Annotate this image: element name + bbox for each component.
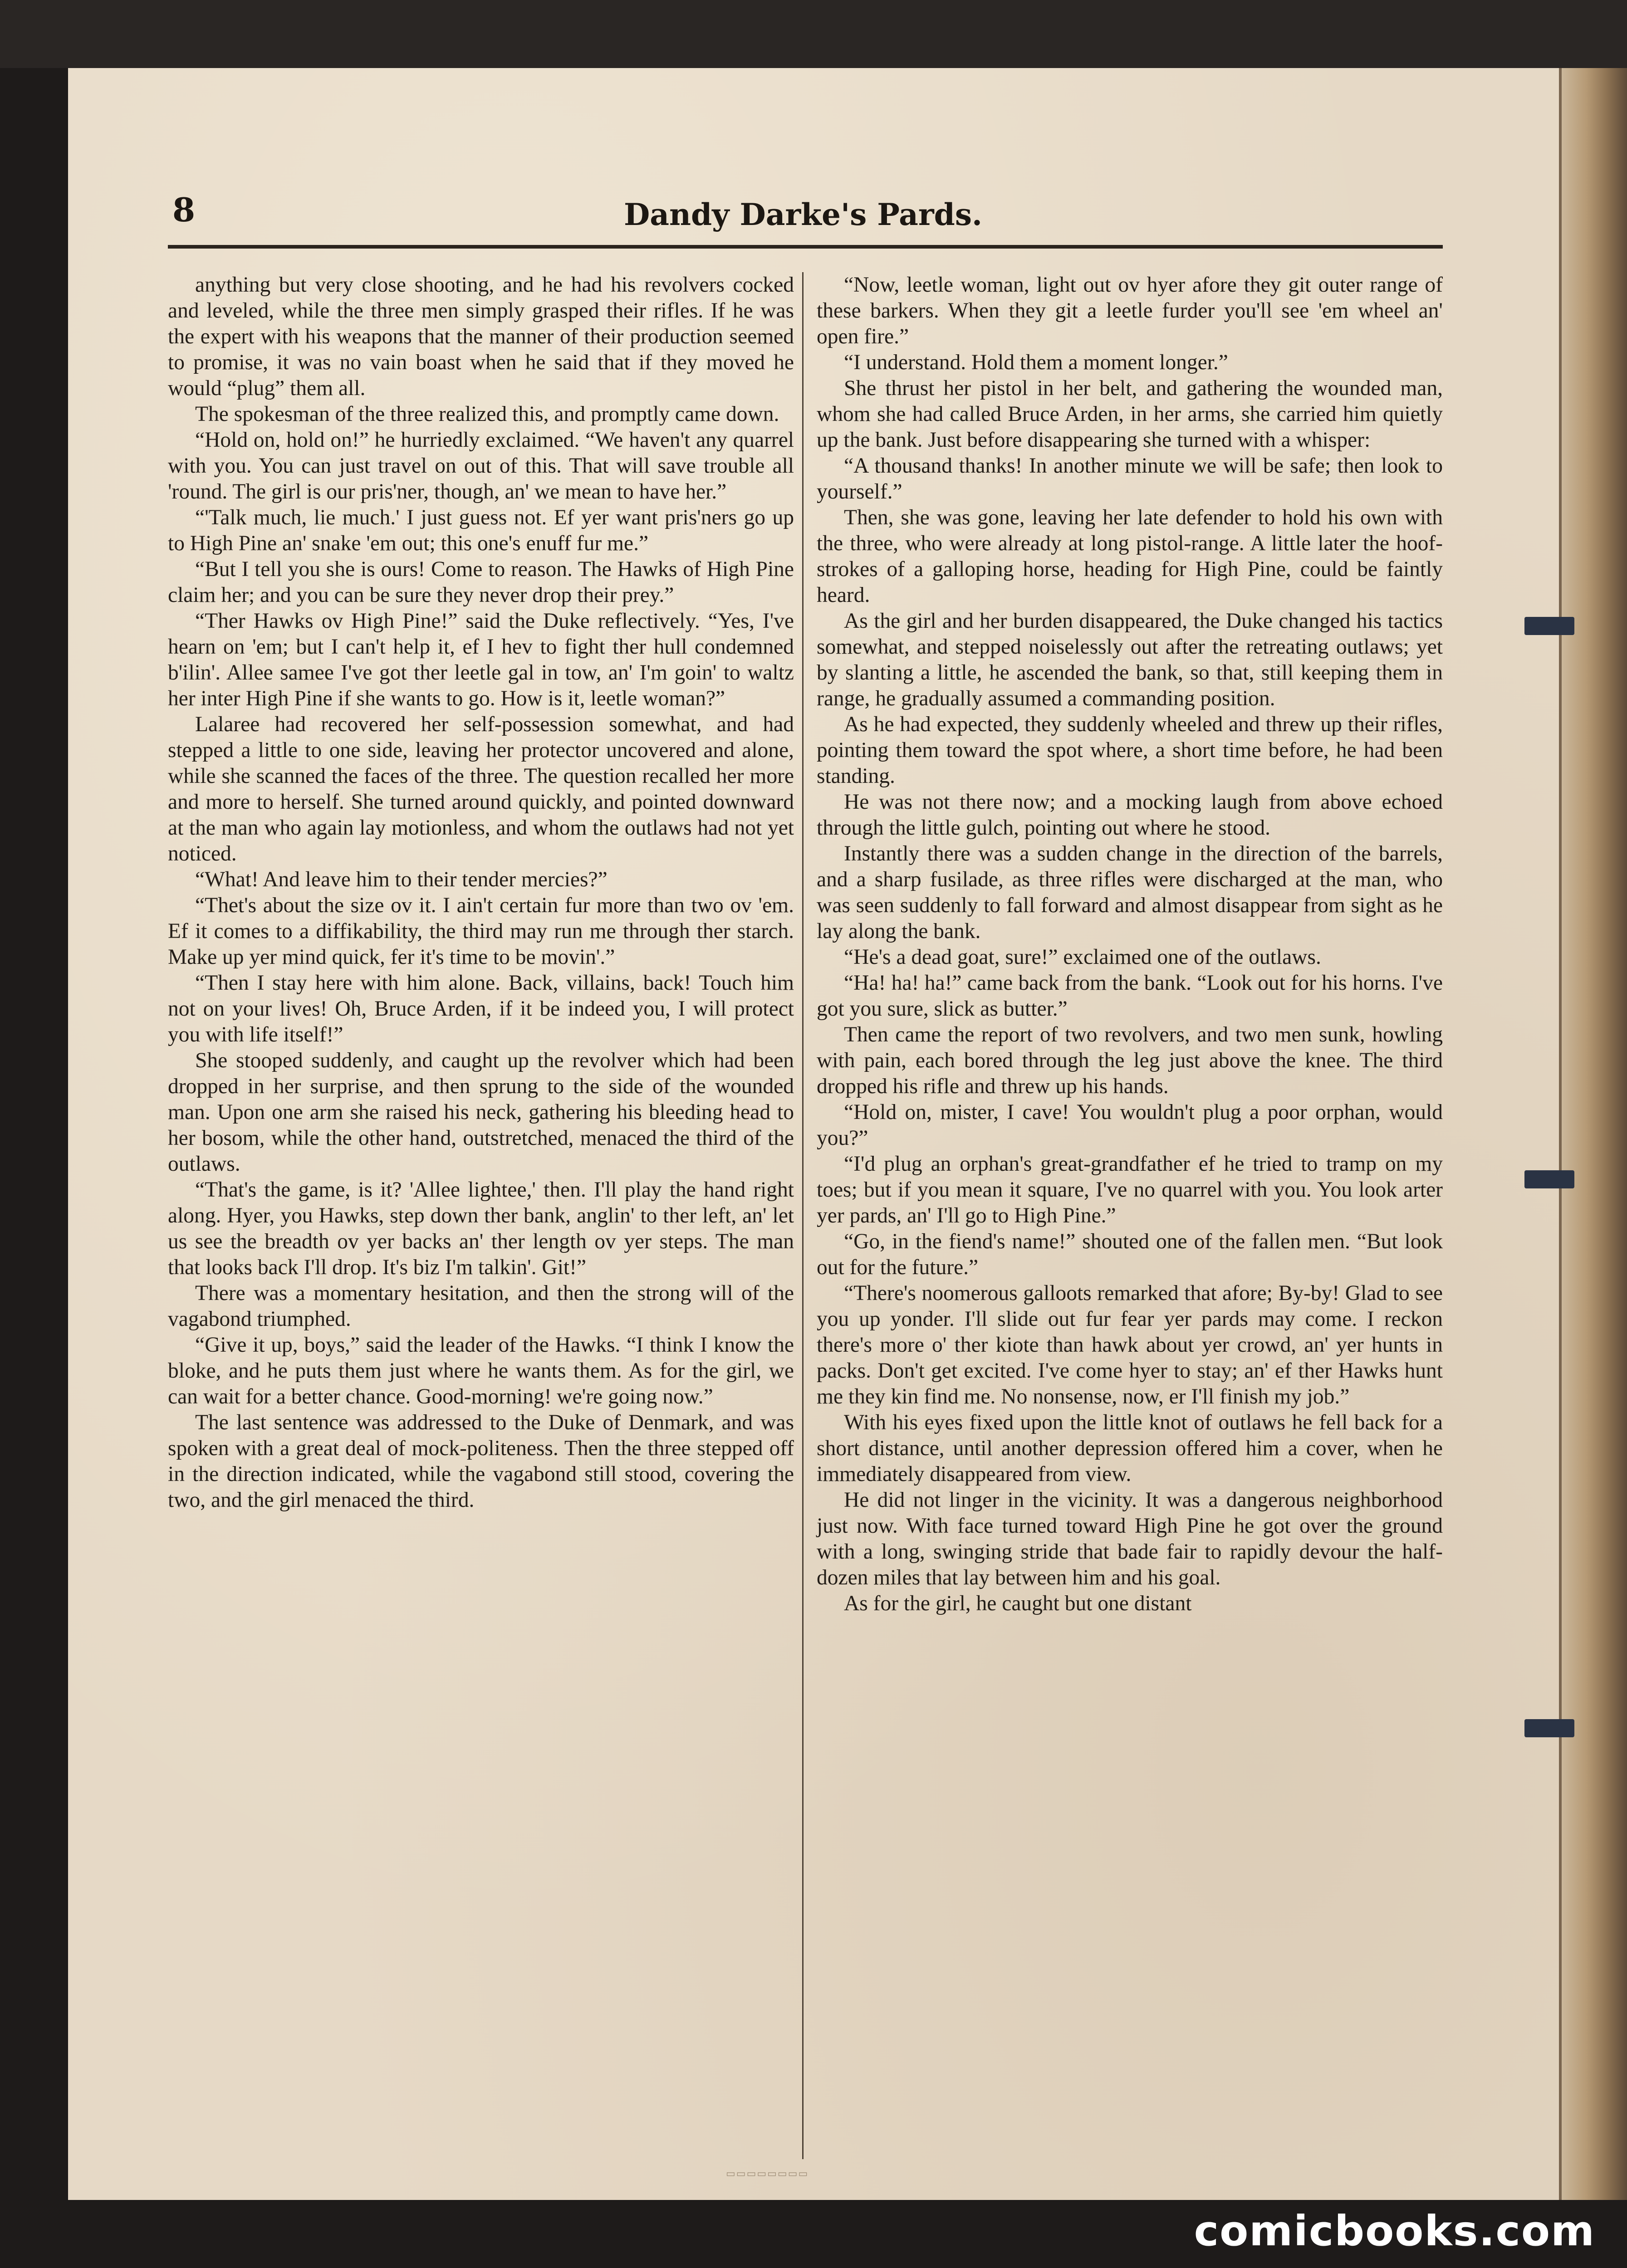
paragraph: “He's a dead goat, sure!” exclaimed one of the outlaws. [844, 945, 1321, 969]
left-text-column [168, 272, 794, 1513]
running-title: Dandy Darke's Pards. [624, 197, 982, 232]
paragraph: “What! And leave him to their tender mercies?” [195, 868, 608, 891]
scan-background [0, 0, 1627, 68]
paragraph: With his eyes fixed upon the little knot of outlaws he fell back for a short distance, until another depression offered him a cover, when he immediately disappeared from view. [817, 1411, 1443, 1486]
paragraph: “Ha! ha! ha!” came back from the bank. “Look out for his horns. I've got you sure, slick as butter.” [817, 971, 1443, 1021]
paragraph: “Give it up, boys,” said the leader of the Hawks. “I think I know the bloke, and he puts them just where he wants them. As for the girl, we can wait for a better chance. Good-morning! we're going now.” [168, 1333, 794, 1408]
paragraph: “But I tell you she is ours! Come to reason. The Hawks of High Pine claim her; and you can be sure they never drop their prey.” [168, 557, 794, 607]
page-spine [1559, 68, 1627, 2200]
paragraph: “'Talk much, lie much.' I just guess not. Ef yer want pris'ners go up to High Pine an' snake 'em out; this one's enuff fur me.” [168, 506, 794, 555]
paragraph: Then, she was gone, leaving her late defender to hold his own with the three, who were already at long pistol-range. A little later the hoof-strokes of a galloping horse, heading for High Pine, could be faintly heard. [817, 506, 1443, 607]
paragraph: He was not there now; and a mocking laugh from above echoed through the little gulch, pointing out where he stood. [817, 790, 1443, 840]
staple-bottom [1524, 1719, 1574, 1737]
paragraph: anything but very close shooting, and he had his revolvers cocked and leveled, while the three men simply grasped their rifles. If he was the expert with his weapons that the manner of their production seemed to promise, it was no vain boast when he said that if they moved he would “plug” them all. [168, 273, 794, 400]
header-rule [168, 245, 1443, 249]
paragraph: “There's noomerous galloots remarked that afore; By-by! Glad to see you up yonder. I'll slide out fur fear yer pards may come. I reckon there's more o' ther kiote than hawk about yer crowd, an' yer hunts in packs. Don't get excited. I've come hyer to stay; an' ef ther Hawks hunt me they kin find me. No nonsense, now, er I'll finish my job.” [817, 1281, 1443, 1408]
paragraph: Instantly there was a sudden change in the direction of the barrels, and a sharp fusilade, as three rifles were discharged at the man, who was seen suddenly to fall forward and almost disappear from sight as he lay along the bank. [817, 842, 1443, 943]
paragraph: Lalaree had recovered her self-possession somewhat, and had stepped a little to one side, leaving her protector uncovered and alone, while she scanned the faces of the three. The question recalled her more and more to herself. She turned around quickly, and pointed downward at the man who again lay motionless, and whom the outlaws had not yet noticed. [168, 713, 794, 865]
paragraph: As the girl and her burden disappeared, the Duke changed his tactics somewhat, and stepped noiselessly out after the retreating outlaws; yet by slanting a little, he ascended the bank, so that, still keeping them in range, he gradually assumed a commanding position. [817, 609, 1443, 710]
library-stamp: ▭▭▭▭▭▭▭▭ [726, 2168, 809, 2180]
staple-middle [1524, 1170, 1574, 1188]
page-header [168, 181, 1438, 231]
paragraph: “A thousand thanks! In another minute we will be safe; then look to yourself.” [817, 454, 1443, 503]
right-text-column [817, 272, 1443, 1617]
paragraph: She thrust her pistol in her belt, and gathering the wounded man, whom she had called Bruce Arden, in her arms, she carried him quietly up the bank. Just before disappearing she turned with a whisper: [817, 376, 1443, 452]
column-divider [802, 272, 804, 2159]
staple-top [1524, 617, 1574, 635]
paragraph: He did not linger in the vicinity. It was a dangerous neighborhood just now. With face turned toward High Pine he got over the ground with a long, swinging stride that bade fair to rapidly devour the half-dozen miles that lay between him and his goal. [817, 1488, 1443, 1589]
spine-fold [1559, 68, 1562, 2200]
paragraph: “I'd plug an orphan's great-grandfather ef he tried to tramp on my toes; but if you mean it square, I've no quarrel with you. You look arter yer pards, an' I'll go to High Pine.” [817, 1152, 1443, 1227]
paragraph: “Hold on, hold on!” he hurriedly exclaimed. “We haven't any quarrel with you. You can just travel on out of this. That will save trouble all 'round. The girl is our pris'ner, though, an' we mean to have her.” [168, 428, 794, 503]
paragraph: “Then I stay here with him alone. Back, villains, back! Touch him not on your lives! Oh, Bruce Arden, if it be indeed you, I will protect you with life itself!” [168, 971, 794, 1046]
paragraph: “Hold on, mister, I cave! You wouldn't plug a poor orphan, would you?” [817, 1100, 1443, 1150]
paragraph: “Ther Hawks ov High Pine!” said the Duke reflectively. “Yes, I've hearn on 'em; but I can't help it, ef I hev to fight ther hull condemned b'ilin'. Allee samee I've got ther leetle gal in tow, an' I'm goin' to waltz her inter High Pine if she wants to go. How is it, leetle woman?” [168, 609, 794, 710]
paragraph: Then came the report of two revolvers, and two men sunk, howling with pain, each bored through the leg just above the knee. The third dropped his rifle and threw up his hands. [817, 1023, 1443, 1098]
paragraph: “That's the game, is it? 'Allee lightee,' then. I'll play the hand right along. Hyer, you Hawks, step down ther bank, anglin' to ther left, an' let us see the breadth ov yer backs an' ther length ov yer steps. The man that looks back I'll drop. It's biz I'm talkin'. Git!” [168, 1178, 794, 1279]
paragraph: “Go, in the fiend's name!” shouted one of the fallen men. “But look out for the future.” [817, 1230, 1443, 1279]
paragraph: “I understand. Hold them a moment longer.” [844, 351, 1228, 374]
paragraph: She stooped suddenly, and caught up the revolver which had been dropped in her surprise, and then sprung to the side of the wounded man. Upon one arm she raised his neck, gathering his bleeding head to her bosom, while the other hand, outstretched, menaced the third of the outlaws. [168, 1049, 794, 1176]
watermark: comicbooks.com [1194, 2207, 1595, 2255]
page-number: 8 [172, 191, 196, 229]
paragraph: As for the girl, he caught but one distant [844, 1592, 1192, 1615]
paragraph: “Now, leetle woman, light out ov hyer afore they git outer range of these barkers. When they git a leetle furder you'll see 'em wheel an' open fire.” [817, 273, 1443, 348]
paragraph: “Thet's about the size ov it. I ain't certain fur more than two ov 'em. Ef it comes to a diffikability, the third may run me through ther starch. Make up yer mind quick, fer it's time to be movin'.” [168, 894, 794, 969]
paragraph: As he had expected, they suddenly wheeled and threw up their rifles, pointing them toward the spot where, a short time before, he had been standing. [817, 713, 1443, 788]
paragraph: The spokesman of the three realized this, and promptly came down. [195, 402, 779, 426]
paragraph: There was a momentary hesitation, and then the strong will of the vagabond triumphed. [168, 1281, 794, 1331]
paragraph: The last sentence was addressed to the Duke of Denmark, and was spoken with a great deal of mock-politeness. Then the three stepped off in the direction indicated, while the vagabond still stood, covering the two, and the girl menaced the third. [168, 1411, 794, 1512]
